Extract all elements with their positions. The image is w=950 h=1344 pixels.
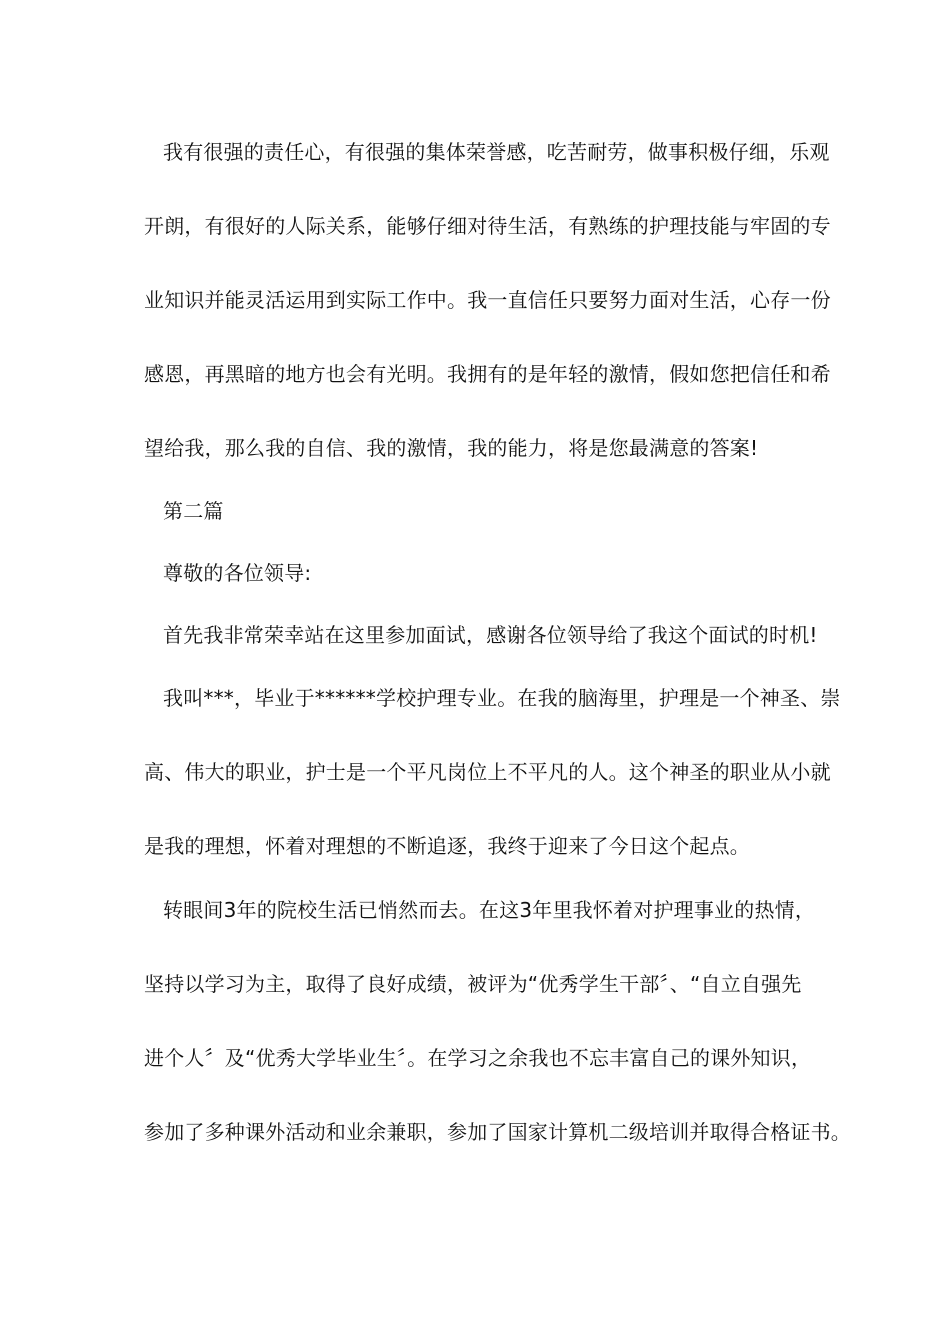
salutation: 尊敬的各位领导: <box>163 561 312 585</box>
paragraph-3-line-2: 高、伟大的职业，护士是一个平凡岗位上不平凡的人。这个神圣的职业从小就 <box>144 760 831 784</box>
paragraph-4-line-1: 转眼间3年的院校生活已悄然而去。在这3年里我怀着对护理事业的热情， <box>163 898 816 922</box>
paragraph-3-line-3: 是我的理想，怀着对理想的不断追逐，我终于迎来了今日这个起点。 <box>144 834 750 858</box>
paragraph-1-line-2: 开朗，有很好的人际关系，能够仔细对待生活，有熟练的护理技能与牢固的专 <box>144 214 831 238</box>
paragraph-1-line-1: 我有很强的责任心，有很强的集体荣誉感，吃苦耐劳，做事积极仔细，乐观 <box>163 140 830 164</box>
paragraph-1-line-4: 感恩，再黑暗的地方也会有光明。我拥有的是年轻的激情，假如您把信任和希 <box>144 362 831 386</box>
paragraph-4-line-2: 坚持以学习为主，取得了良好成绩，被评为“优秀学生干部〞、“自立自强先 <box>144 972 802 996</box>
paragraph-3-line-1: 我叫***，毕业于******学校护理专业。在我的脑海里，护理是一个神圣、崇 <box>163 686 841 710</box>
section-heading: 第二篇 <box>163 499 224 523</box>
paragraph-1-line-5: 望给我，那么我的自信、我的激情，我的能力，将是您最满意的答案! <box>144 436 759 460</box>
paragraph-1-line-3: 业知识并能灵活运用到实际工作中。我一直信任只要努力面对生活，心存一份 <box>144 288 831 312</box>
paragraph-2-line-1: 首先我非常荣幸站在这里参加面试，感谢各位领导给了我这个面试的时机! <box>163 623 818 647</box>
paragraph-4-line-3: 进个人〞及“优秀大学毕业生〞。在学习之余我也不忘丰富自己的课外知识， <box>144 1046 812 1070</box>
paragraph-4-line-4: 参加了多种课外活动和业余兼职，参加了国家计算机二级培训并取得合格证书。 <box>144 1120 851 1144</box>
